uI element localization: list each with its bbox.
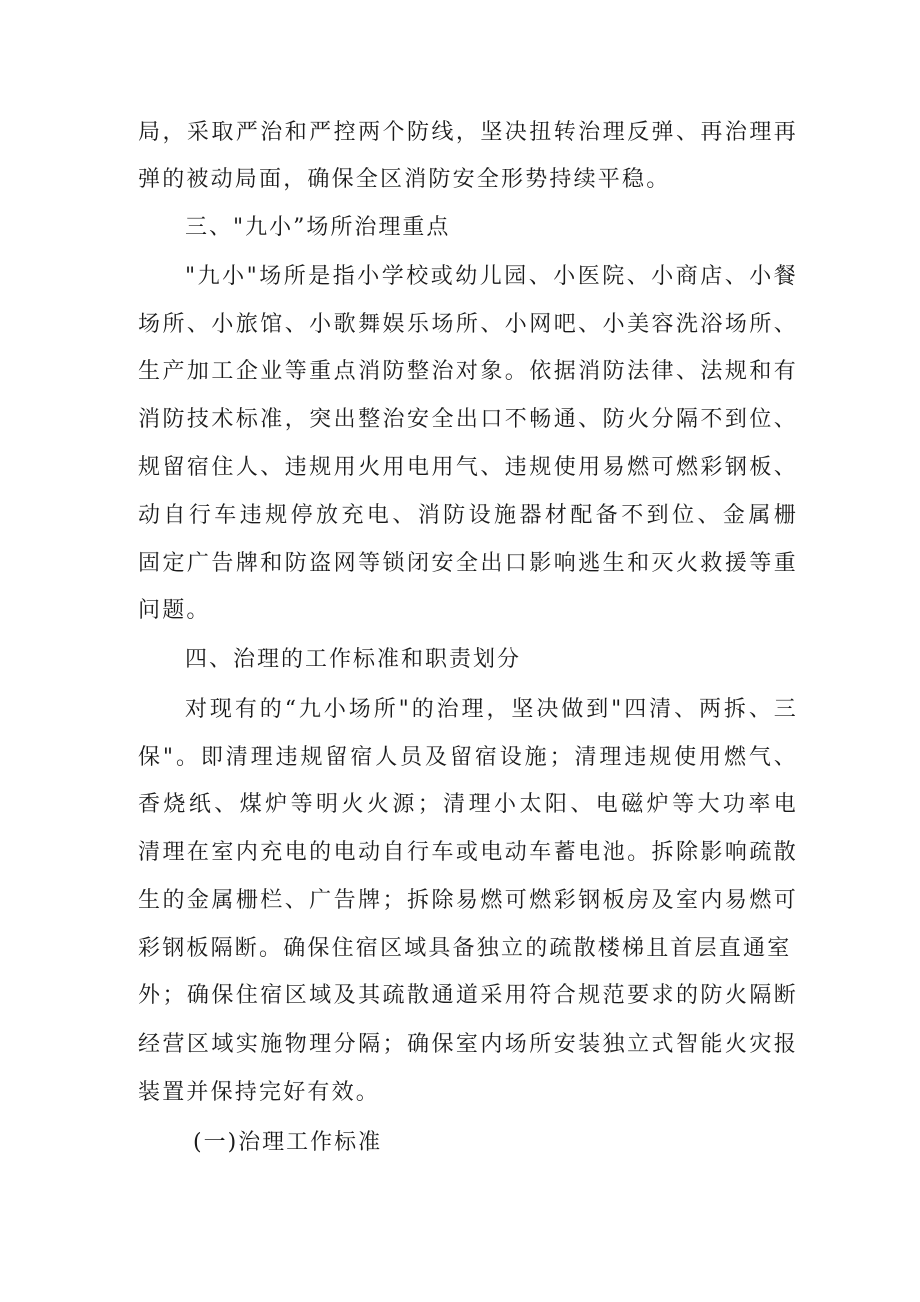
body-text-line: 生的金属栅栏、广告牌；拆除易燃可燃彩钢板房及室内易燃可 [138,888,798,913]
body-text-line: 问题。 [138,598,211,623]
body-text-line: 场所、小旅馆、小歌舞娱乐场所、小网吧、小美容洗浴场所、 [138,312,798,337]
body-text-line: 装置并保持完好有效。 [138,1080,381,1105]
section-heading-3: 三、"九小”场所治理重点 [185,215,451,240]
body-text-line: 清理在室内充电的电动自行车或电动车蓄电池。拆除影响疏散 [138,840,798,865]
body-text-line: 经营区域实施物理分隔；确保室内场所安装独立式智能火灾报 [138,1032,798,1057]
body-text-line: 外；确保住宿区域及其疏散通道采用符合规范要求的防火隔断 [138,983,798,1008]
body-text-line: 保"。即清理违规留宿人员及留宿设施；清理违规使用燃气、 [138,745,798,770]
body-text-line: 规留宿住人、违规用火用电用气、违规使用易燃可燃彩钢板、 [138,455,798,480]
body-text-line: "九小"场所是指小学校或幼儿园、小医院、小商店、小餐 [185,264,798,289]
body-text-line: 对现有的“九小场所"的治理，坚决做到"四清、两拆、三 [185,697,798,722]
body-text-line: 局，采取严治和严控两个防线，坚决扭转治理反弹、再治理再 [138,120,798,145]
body-text-line: 弹的被动局面，确保全区消防安全形势持续平稳。 [138,167,671,192]
body-text-line: 生产加工企业等重点消防整治对象。依据消防法律、法规和有 [138,359,798,384]
section-heading-4: 四、治理的工作标准和职责划分 [185,647,522,672]
body-text-line: 固定广告牌和防盗网等锁闭安全出口影响逃生和灭火救援等重 [138,551,798,576]
body-text-line: 彩钢板隔断。确保住宿区域具备独立的疏散楼梯且首层直通室 [138,936,792,961]
subsection-heading-1: (一)治理工作标准 [193,1130,383,1155]
body-text-line: 消防技术标准，突出整治安全出口不畅通、防火分隔不到位、 [138,407,798,432]
body-text-line: 香烧纸、煤炉等明火火源；清理小太阳、电磁炉等大功率电 [138,792,798,817]
body-text-line: 动自行车违规停放充电、消防设施器材配备不到位、金属栅 [138,503,798,528]
